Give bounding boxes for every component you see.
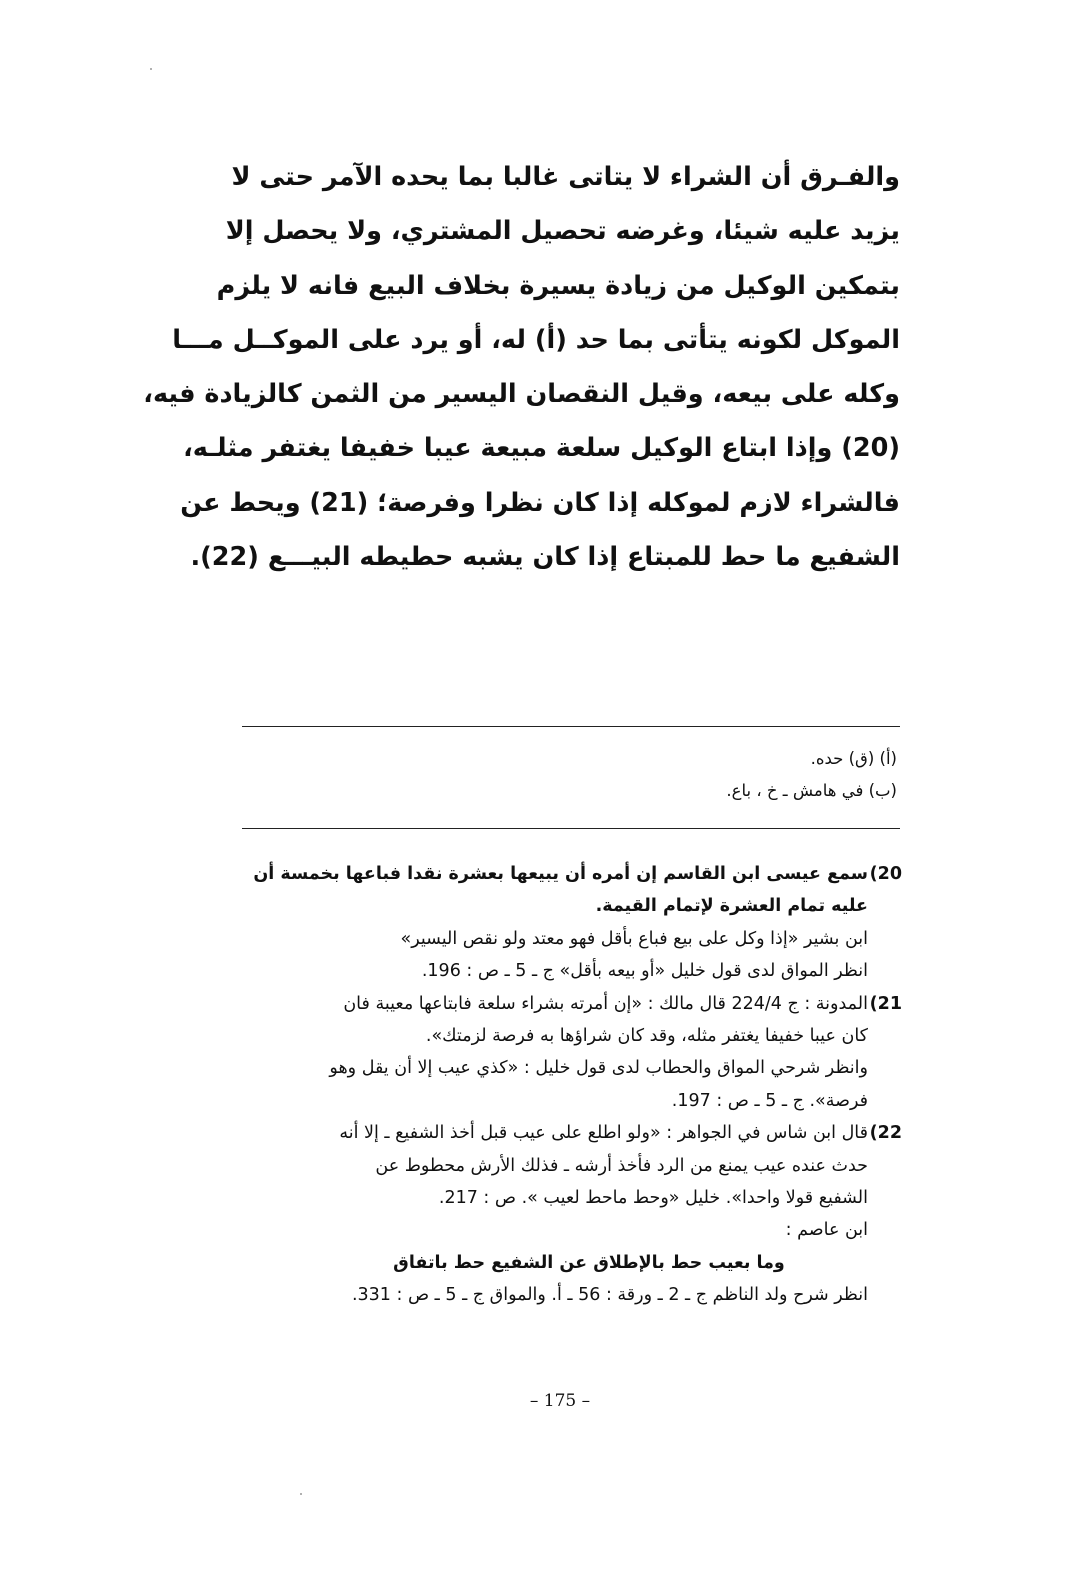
footnote-line: انظر شرح ولد الناظم ج ـ 2 ـ ورقة : 56 ـ أ. والمواق ج ـ 5 ـ ص : 331. (351, 1285, 868, 1306)
body-line: والفـرق أن الشراء لا يتاتى غالبا بما يحده الآمر حتى لا (231, 162, 900, 192)
footnote-line: انظر المواق لدى قول خليل «أو بيعه بأقل» ج ـ 5 ـ ص : 196. (421, 961, 868, 982)
footnote-line: فرصة». ج ـ 5 ـ ص : 197. (671, 1090, 868, 1111)
scan-speck (300, 1493, 302, 1495)
poetry-verse: وما بعيب حط بالإطلاق عن الشفيع حط باتفاق (393, 1252, 785, 1273)
footnote-line: قال ابن شاس في الجواهر : «ولو اطلع على عيب قبل أخذ الشفيع ـ إلا أنه (339, 1123, 868, 1144)
footnote-number: 20) (869, 864, 902, 884)
scan-speck (150, 68, 152, 70)
footnote-line: ابن بشير «إذا وكل على بيع فباع بأقل فهو معتد ولو نقص اليسير» (400, 928, 868, 949)
footnote-20 (230, 858, 902, 988)
footnote-number: 22) (869, 1123, 902, 1144)
footnotes-top-rule (242, 828, 900, 829)
manuscript-variants (242, 743, 897, 807)
main-body-text (143, 150, 900, 584)
footnote-line: سمع عيسى ابن القاسم إن أمره أن يبيعها بعشرة نقدا فباعها بخمسة أن (253, 864, 868, 884)
body-line: الشفيع ما حط للمبتاع إذا كان يشبه حطيطه البيـــع (22). (190, 542, 900, 573)
body-line: الموكل لكونه يتأتى بما حد (أ) له، أو يرد على الموكــل مـــا (172, 324, 900, 355)
footnote-line: حدث عنده عيب يمنع من الرد فأخذ أرشه ـ فذلك الأرش محطوط عن (375, 1155, 868, 1176)
footnote-line: المدونة : ج 224/4 قال مالك : «إن أمرته بشراء سلعة فابتاعها معيبة فان (343, 993, 868, 1014)
variant-note: (أ) (ق) حده. (810, 749, 897, 768)
body-line: فالشراء لازم لموكله إذا كان نظرا وفرصة؛ (21) ويحط عن (180, 487, 900, 518)
footnote-number: 21) (869, 993, 902, 1014)
variants-top-rule (242, 726, 900, 727)
footnote-22 (230, 1117, 902, 1311)
body-line: يزيد عليه شيئا، وغرضه تحصيل المشتري، ولا يحصل إلا (225, 216, 900, 247)
body-line: (20) وإذا ابتاع الوكيل سلعة مبيعة عيبا خفيفا يغتفر مثلـه، (183, 433, 900, 464)
footnote-21 (230, 988, 902, 1118)
footnote-line: عليه تمام العشرة لإتمام القيمة. (595, 896, 868, 917)
footnote-line: ابن عاصم : (785, 1220, 868, 1241)
body-line: وكله على بيعه، وقيل النقصان اليسير من الثمن كالزيادة فيه، (143, 379, 900, 410)
footnotes (230, 858, 902, 1312)
variant-note: (ب) في هامش ـ خ ، باع. (726, 781, 897, 800)
body-line: بتمكين الوكيل من زيادة يسيرة بخلاف البيع فانه لا يلزم (216, 270, 900, 301)
page-number: – 175 – (529, 1391, 591, 1411)
footnote-line: كان عيبا خفيفا يغتفر مثله، وقد كان شراؤها به فرصة لزمتك». (425, 1026, 868, 1047)
footnote-line: وانظر شرحي المواق والحطاب لدى قول خليل : «كذي عيب إلا أن يقل وهو (329, 1058, 868, 1079)
footnote-line: الشفيع قولا واحدا». خليل «وحط ماحط لعيب ». ص : 217. (438, 1188, 868, 1209)
